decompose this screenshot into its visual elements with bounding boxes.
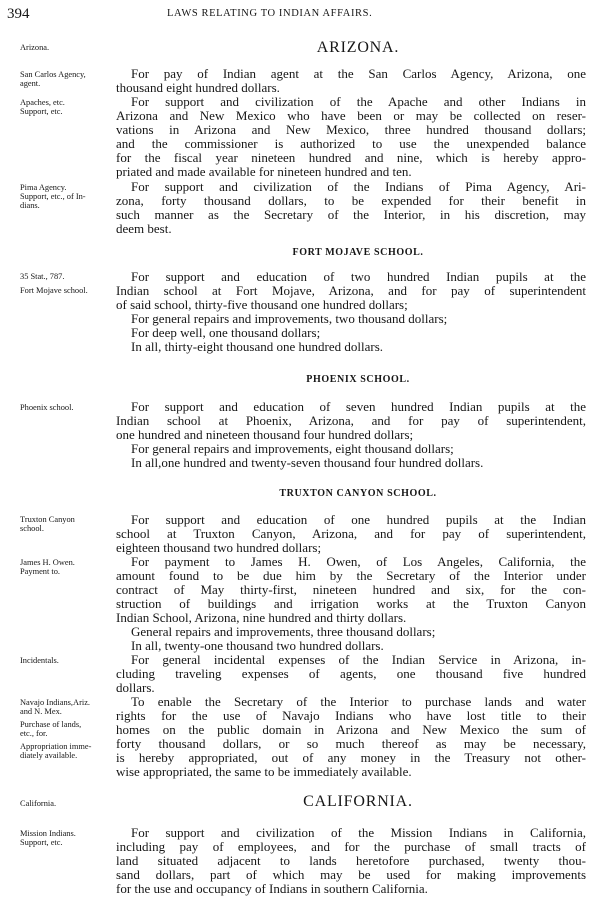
paragraph-line: For pay of Indian agent at the San Carlos Agency, Arizona, one (131, 66, 586, 81)
paragraph-line: For support and education of two hundred Indian pupils at the (131, 269, 586, 284)
paragraph-line: For support and civilization of the Apache and other Indians in (131, 94, 586, 109)
margin-note-arizona: Arizona. (20, 43, 50, 52)
paragraph-line: thousand eight hundred dollars. (116, 80, 280, 95)
paragraph-line: For support and civilization of the Indians of Pima Agency, Ari- (131, 179, 586, 194)
paragraph-line: priated and made available for nineteen hundred and ten. (116, 164, 412, 179)
paragraph-line: homes on the public domain in Arizona and New Mexico the sum of (116, 722, 586, 737)
paragraph-line: In all, thirty-eight thousand one hundred dollars. (131, 339, 384, 354)
margin-note-incidentals: Incidentals. (20, 656, 59, 665)
margin-note-apaches: Apaches, etc. Support, etc. (20, 98, 65, 116)
margin-note-owen: James H. Owen. Payment to. (20, 558, 75, 576)
margin-note-appropriation: Appropriation imme- diately available. (20, 742, 92, 760)
margin-note-san-carlos: San Carlos Agency, agent. (20, 70, 86, 88)
paragraph-line: In all, twenty-one thousand two hundred dollars. (131, 638, 384, 653)
paragraph-line: struction of buildings and irrigation works at the Truxton Canyon (116, 596, 586, 611)
paragraph-line: For support and education of seven hundred Indian pupils at the (131, 399, 586, 414)
paragraph-line: Indian School, Arizona, nine hundred and thirty dollars. (116, 610, 407, 625)
section-heading-truxton: TRUXTON CANYON SCHOOL. (279, 488, 437, 499)
paragraph-line: Indian school at Phoenix, Arizona, and for pay of superintendent, (116, 413, 586, 428)
margin-note-phoenix: Phoenix school. (20, 403, 74, 412)
margin-note-pima: Pima Agency. Support, etc., of In- dians. (20, 183, 86, 210)
paragraph-line: school at Truxton Canyon, Arizona, and for pay of superintendent, (116, 526, 586, 541)
paragraph-line: amount found to be due him by the Secretary of the Interior under (116, 568, 586, 583)
paragraph-line: dollars. (116, 680, 155, 695)
paragraph-line: wise appropriated, the same to be immediately available. (116, 764, 412, 779)
margin-note-stat: 35 Stat., 787. (20, 272, 65, 281)
page-header (0, 5, 600, 25)
paragraph-line: Indian school at Fort Mojave, Arizona, and for pay of superintendent (116, 283, 586, 298)
section-heading-california: CALIFORNIA. (303, 793, 413, 810)
paragraph-line: and the commissioner is authorized to use the unexpended balance (116, 136, 586, 151)
paragraph-line: For support and education of one hundred pupils at the Indian (131, 512, 586, 527)
paragraph-line: deem best. (116, 221, 172, 236)
paragraph-line: for the fiscal year nineteen hundred and nine, which is hereby appro- (116, 150, 586, 165)
section-heading-fort-mojave: FORT MOJAVE SCHOOL. (292, 247, 424, 258)
margin-note-purchase: Purchase of lands, etc., for. (20, 720, 82, 738)
paragraph-line: one hundred and nineteen thousand four hundred dollars; (116, 427, 414, 442)
paragraph-line: such manner as the Secretary of the Interior, in his discretion, may (116, 207, 586, 222)
margin-note-california: California. (20, 799, 57, 808)
section-heading-arizona: ARIZONA. (316, 39, 400, 56)
paragraph-line: contract of May thirty-first, nineteen hundred and six, for the con- (116, 582, 586, 597)
paragraph-line: of said school, thirty-five thousand one hundred dollars; (116, 297, 408, 312)
paragraph-line: Arizona and New Mexico who have been or may be collected on reser- (116, 108, 586, 123)
paragraph-line: vations in Arizona and New Mexico, three hundred thousand dollars; (116, 122, 586, 137)
paragraph-line: rights for the use of Navajo Indians who have lost title to their (116, 708, 586, 723)
paragraph-line: For payment to James H. Owen, of Los Angeles, California, the (131, 554, 586, 569)
paragraph-line: forty thousand dollars, or so much thereof as may be necessary, (116, 736, 586, 751)
paragraph-line: eighteen thousand two hundred dollars; (116, 540, 322, 555)
paragraph-line: General repairs and improvements, three thousand dollars; (131, 624, 436, 639)
margin-note-navajo: Navajo Indians,Ariz. and N. Mex. (20, 698, 91, 716)
paragraph-line: for the use and occupancy of Indians in southern California. (116, 881, 428, 896)
paragraph-line: land situated adjacent to lands heretofore purchased, twenty thou- (116, 853, 586, 868)
paragraph-line: To enable the Secretary of the Interior to purchase lands and water (131, 694, 586, 709)
paragraph-line: For general repairs and improvements, eight thousand dollars; (131, 441, 454, 456)
paragraph-line: including pay of employees, and for the purchase of small tracts of (116, 839, 586, 854)
paragraph-line: sand dollars, part of which may be used for making improvements (116, 867, 586, 882)
paragraph-line: zona, forty thousand dollars, to be expended for their benefit in (116, 193, 586, 208)
running-head: LAWS RELATING TO INDIAN AFFAIRS. (167, 8, 373, 19)
section-heading-phoenix: PHOENIX SCHOOL. (306, 374, 410, 385)
paragraph-line: In all,one hundred and twenty-seven thousand four hundred dollars. (131, 455, 484, 470)
margin-note-fort-mojave: Fort Mojave school. (20, 286, 88, 295)
paragraph-line: For deep well, one thousand dollars; (131, 325, 321, 340)
paragraph-line: For general repairs and improvements, two thousand dollars; (131, 311, 448, 326)
page-number: 394 (7, 6, 30, 22)
paragraph-line: cluding traveling expenses of agents, one thousand five hundred (116, 666, 586, 681)
margin-note-truxton: Truxton Canyon school. (20, 515, 75, 533)
paragraph-line: For general incidental expenses of the Indian Service in Arizona, in- (131, 652, 586, 667)
paragraph-line: is hereby appropriated, out of any money in the Treasury not other- (116, 750, 586, 765)
margin-note-mission: Mission Indians. Support, etc. (20, 829, 76, 847)
paragraph-line: For support and civilization of the Mission Indians in California, (131, 825, 586, 840)
